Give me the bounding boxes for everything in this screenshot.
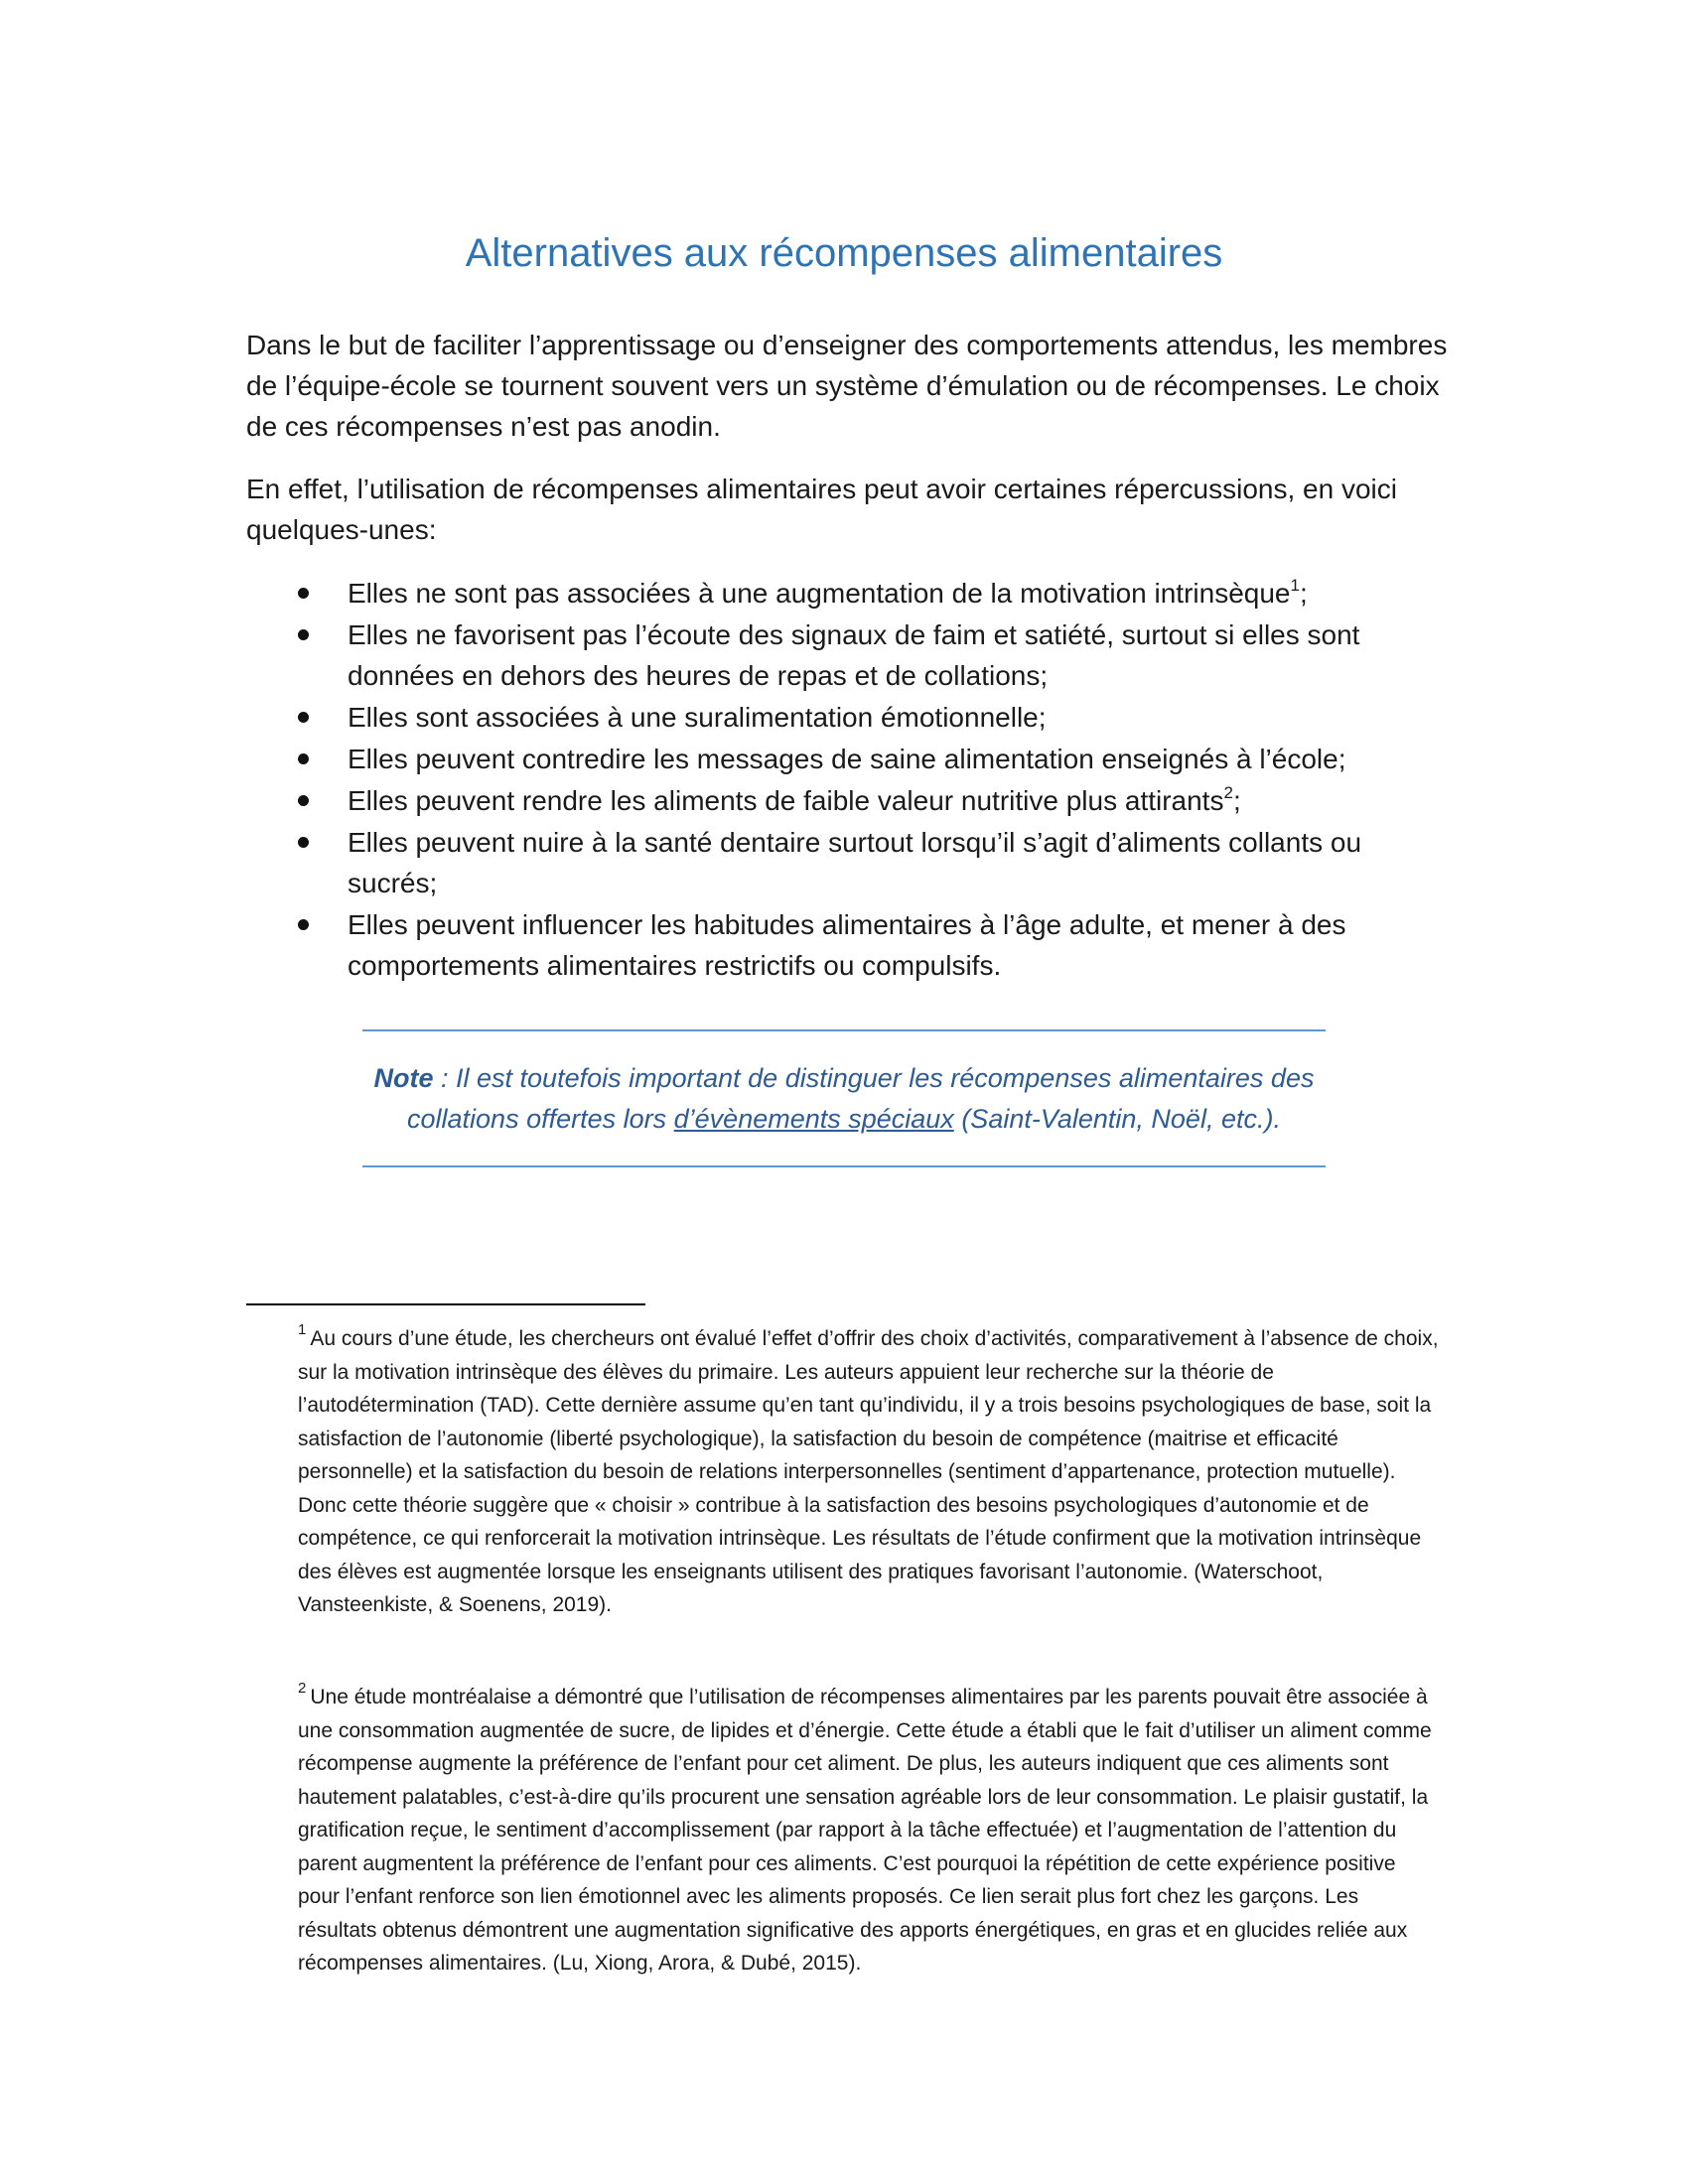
note-label: Note (373, 1063, 434, 1093)
list-item: Elles peuvent contredire les messages de saine alimentation enseignés à l’école; (246, 739, 1438, 779)
note-bottom-divider (362, 1165, 1326, 1167)
special-events-link[interactable]: d’évènements spéciaux (673, 1104, 954, 1134)
bullet-icon (298, 629, 309, 640)
bullet-icon (298, 588, 309, 599)
list-item: Elles peuvent influencer les habitudes alimentaires à l’âge adulte, et mener à des comportements alimentaires restrictifs ou compulsifs. (246, 904, 1438, 986)
list-item: Elles ne sont pas associées à une augmentation de la motivation intrinsèque$^1$; (246, 573, 1438, 614)
repercussions-list (246, 573, 1438, 987)
page-title: Alternatives aux récompenses alimentaires (465, 231, 1223, 275)
intro-paragraph-2: En effet, l’utilisation de récompenses alimentaires peut avoir certaines répercussions, en voici quelques-unes: (246, 474, 1397, 545)
list-item: Elles ne favorisent pas l’écoute des signaux de faim et satiété, surtout si elles sont données en dehors des heures de repas et de collations; (246, 614, 1438, 696)
list-item: Elles peuvent nuire à la santé dentaire surtout lorsqu’il s’agit d’aliments collants ou sucrés; (246, 822, 1438, 903)
bullet-icon (298, 712, 309, 723)
footnote-ref-2[interactable]: 2 (1223, 782, 1233, 802)
list-item: Elles sont associées à une suralimentation émotionnelle; (246, 697, 1438, 738)
bullet-icon (298, 919, 309, 930)
intro-paragraph-1: Dans le but de faciliter l’apprentissage ou d’enseigner des comportements attendus, les membres de l’équipe-école se tournent souvent vers un système d’émulation ou de récompenses. Le choix de ces récompenses n’est pas anodin. (246, 330, 1448, 442)
list-item: Elles peuvent rendre les aliments de faible valeur nutritive plus attirants$^2$; (246, 780, 1438, 821)
note-box: Note : Il est toutefois important de distinguer les récompenses alimentaires des collations offertes lors d’évènements spéciaux (Saint-Valentin, Noël, etc.). (373, 1063, 1315, 1134)
footnote-separator (246, 1303, 645, 1305)
footnote-ref-1[interactable]: 1 (1290, 575, 1300, 595)
bullet-icon (298, 795, 309, 806)
bullet-icon (298, 837, 309, 848)
footnote-number: 1 (298, 1321, 307, 1338)
note-top-divider (362, 1029, 1326, 1031)
footnote-number: 2 (298, 1680, 307, 1697)
footnote-2: $^2$ Une étude montréalaise a démontré que l’utilisation de récompenses alimentaires par les parents pouvait être associée à une consommation augmentée de sucre, de lipides et d’énergie. Cette étude a établi que le fait d’utiliser un aliment comme récompense augmente la préférence de l’enfant pour cet aliment. De plus, les auteurs indiquent que ces aliments sont hautement palatables, c’est-à-dire qu’ils procurent une sensation agréable lors de leur consommation. Le plaisir gustatif, la gratification reçue, le sentiment d’accomplissement (par rapport à la tâche effectuée) et l’augmentation de l’attention du parent augmentent la préférence de l’enfant pour ces aliments. C’est pourquoi la répétition de cette expérience positive pour l’enfant renforce son lien émotionnel avec les aliments proposés. Ce lien serait plus fort chez les garçons. Les résultats obtenus démontrent une augmentation significative des apports énergétiques, en gras et en glucides reliée aux récompenses alimentaires. (Lu, Xiong, Arora, & Dubé, 2015). (298, 1680, 1432, 1975)
bullet-icon (298, 753, 309, 764)
footnote-1: $^1$ Au cours d’une étude, les chercheurs ont évalué l’effet d’offrir des choix d’activités, comparativement à l’absence de choix, sur la motivation intrinsèque des élèves du primaire. Les auteurs appuient leur recherche sur la théorie de l’autodétermination (TAD). Cette dernière assume qu’en tant qu’individu, il y a trois besoins psychologiques de base, soit la satisfaction de l’autonomie (liberté psychologique), la satisfaction du besoin de compétence (maitrise et efficacité personnelle) et la satisfaction du besoin de relations interpersonnelles (sentiment d’appartenance, protection mutuelle). Donc cette théorie suggère que « choisir » contribue à la satisfaction des besoins psychologiques d’autonomie et de compétence, ce qui renforcerait la motivation intrinsèque. Les résultats de l’étude confirment que la motivation intrinsèque des élèves est augmentée lorsque les enseignants utilisent des pratiques favorisant l’autonomie. (Waterschoot, Vansteenkiste, & Soenens, 2019). (298, 1321, 1439, 1616)
